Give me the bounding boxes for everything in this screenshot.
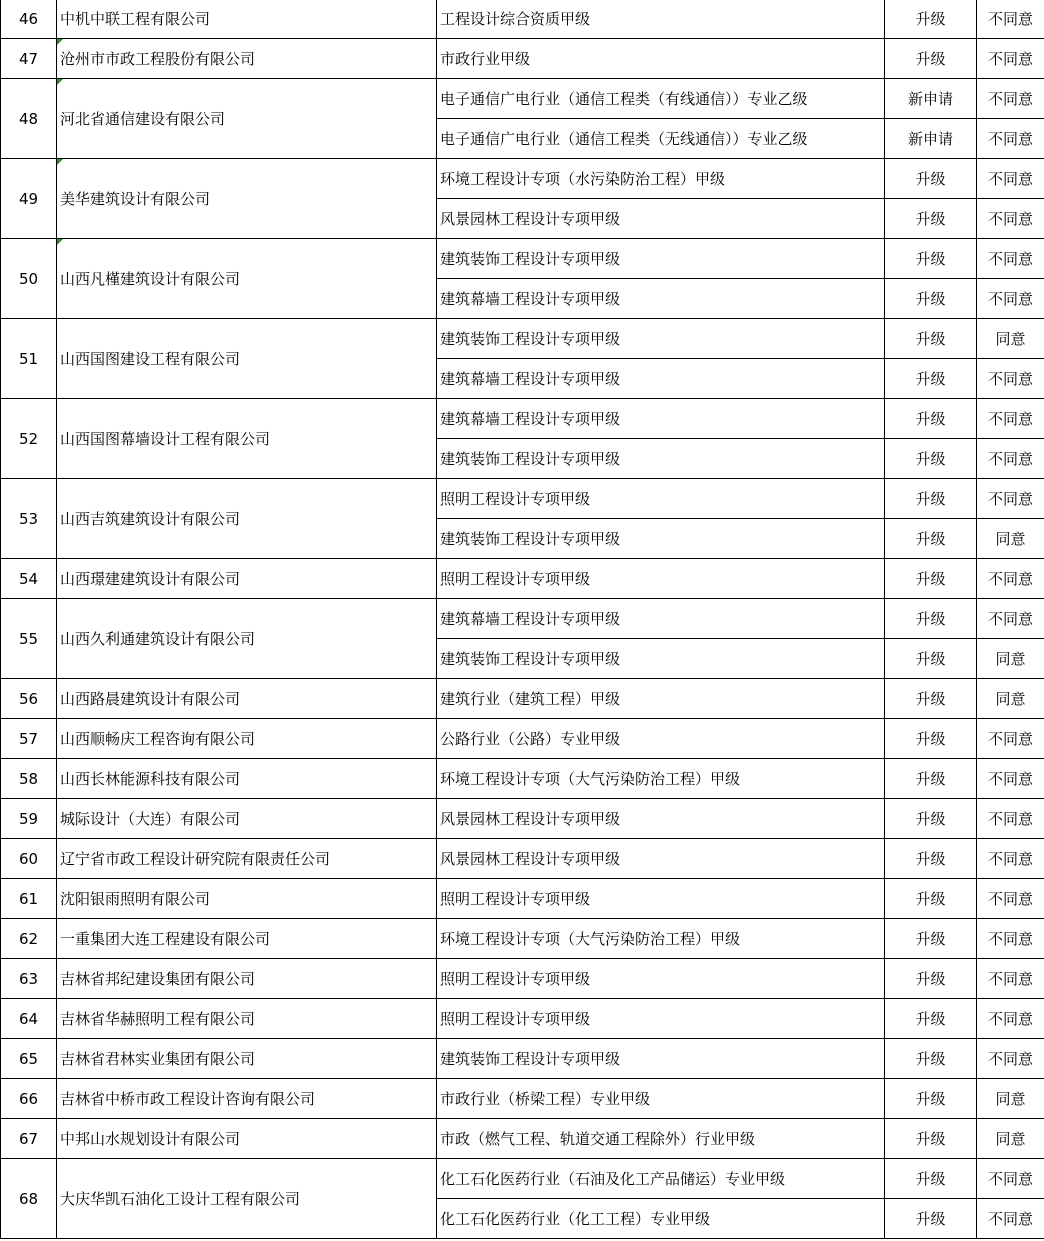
qualification-cell: 建筑装饰工程设计专项甲级 [437, 319, 885, 359]
cell-comment-marker-icon [57, 239, 63, 245]
application-type-cell: 升级 [885, 319, 977, 359]
review-result-cell: 不同意 [977, 959, 1044, 999]
row-number-cell: 48 [1, 79, 57, 159]
review-result-cell: 不同意 [977, 719, 1044, 759]
table-row [1, 919, 1044, 959]
qualification-cell: 市政行业（桥梁工程）专业甲级 [437, 1079, 885, 1119]
review-result-cell: 不同意 [977, 39, 1044, 79]
row-number-cell: 62 [1, 919, 57, 959]
qualification-cell: 照明工程设计专项甲级 [437, 999, 885, 1039]
application-type-cell: 升级 [885, 1119, 977, 1159]
qualification-cell: 风景园林工程设计专项甲级 [437, 799, 885, 839]
qualification-cell: 电子通信广电行业（通信工程类（有线通信））专业乙级 [437, 79, 885, 119]
qualification-cell: 建筑装饰工程设计专项甲级 [437, 1039, 885, 1079]
application-type-cell: 升级 [885, 999, 977, 1039]
row-number-cell: 55 [1, 599, 57, 679]
application-type-cell: 升级 [885, 199, 977, 239]
qualification-cell: 建筑幕墙工程设计专项甲级 [437, 399, 885, 439]
table-row [1, 839, 1044, 879]
row-number-cell: 52 [1, 399, 57, 479]
row-number-cell: 64 [1, 999, 57, 1039]
company-name-cell: 吉林省中桥市政工程设计咨询有限公司 [57, 1079, 437, 1119]
qualification-cell: 照明工程设计专项甲级 [437, 559, 885, 599]
qualification-cell: 建筑幕墙工程设计专项甲级 [437, 359, 885, 399]
review-result-cell: 同意 [977, 1079, 1044, 1119]
row-number-cell: 51 [1, 319, 57, 399]
table-row [1, 1079, 1044, 1119]
row-number-cell: 58 [1, 759, 57, 799]
company-name-cell: 沈阳银雨照明有限公司 [57, 879, 437, 919]
company-name-cell: 山西顺畅庆工程咨询有限公司 [57, 719, 437, 759]
row-number-cell: 68 [1, 1159, 57, 1239]
application-type-cell: 升级 [885, 1199, 977, 1239]
review-result-cell: 不同意 [977, 839, 1044, 879]
table-row [1, 1039, 1044, 1079]
table-row [1, 79, 1044, 119]
application-type-cell: 升级 [885, 759, 977, 799]
qualification-cell: 建筑装饰工程设计专项甲级 [437, 439, 885, 479]
qualification-cell: 建筑装饰工程设计专项甲级 [437, 519, 885, 559]
review-result-cell: 不同意 [977, 359, 1044, 399]
qualification-cell: 照明工程设计专项甲级 [437, 959, 885, 999]
review-result-cell: 同意 [977, 679, 1044, 719]
cell-comment-marker-icon [57, 79, 63, 85]
table-row [1, 0, 1044, 39]
qualification-cell: 照明工程设计专项甲级 [437, 479, 885, 519]
review-result-cell: 不同意 [977, 879, 1044, 919]
company-name-cell: 中机中联工程有限公司 [57, 0, 437, 39]
qualification-cell: 化工石化医药行业（化工工程）专业甲级 [437, 1199, 885, 1239]
qualification-cell: 环境工程设计专项（水污染防治工程）甲级 [437, 159, 885, 199]
company-name-cell: 辽宁省市政工程设计研究院有限责任公司 [57, 839, 437, 879]
qualification-cell: 化工石化医药行业（石油及化工产品储运）专业甲级 [437, 1159, 885, 1199]
table-row [1, 799, 1044, 839]
qualification-cell: 工程设计综合资质甲级 [437, 0, 885, 39]
table-row [1, 999, 1044, 1039]
application-type-cell: 升级 [885, 439, 977, 479]
row-number-cell: 66 [1, 1079, 57, 1119]
table-row [1, 559, 1044, 599]
qualification-cell: 环境工程设计专项（大气污染防治工程）甲级 [437, 759, 885, 799]
row-number-cell: 67 [1, 1119, 57, 1159]
company-name-cell: 吉林省邦纪建设集团有限公司 [57, 959, 437, 999]
company-name-cell: 山西久利通建筑设计有限公司 [57, 599, 437, 679]
application-type-cell: 升级 [885, 519, 977, 559]
qualification-cell: 市政行业甲级 [437, 39, 885, 79]
review-result-cell: 不同意 [977, 79, 1044, 119]
application-type-cell: 升级 [885, 639, 977, 679]
application-type-cell: 升级 [885, 1039, 977, 1079]
qualification-cell: 市政（燃气工程、轨道交通工程除外）行业甲级 [437, 1119, 885, 1159]
review-result-cell: 同意 [977, 1119, 1044, 1159]
application-type-cell: 升级 [885, 159, 977, 199]
qualification-cell: 建筑幕墙工程设计专项甲级 [437, 279, 885, 319]
company-name-cell: 城际设计（大连）有限公司 [57, 799, 437, 839]
row-number-cell: 65 [1, 1039, 57, 1079]
application-type-cell: 升级 [885, 879, 977, 919]
review-result-cell: 不同意 [977, 279, 1044, 319]
company-name-cell: 河北省通信建设有限公司 [57, 79, 437, 159]
row-number-cell: 56 [1, 679, 57, 719]
review-result-cell: 不同意 [977, 919, 1044, 959]
qualification-cell: 建筑幕墙工程设计专项甲级 [437, 599, 885, 639]
table-row [1, 599, 1044, 639]
qualification-cell: 环境工程设计专项（大气污染防治工程）甲级 [437, 919, 885, 959]
row-number-cell: 60 [1, 839, 57, 879]
application-type-cell: 新申请 [885, 79, 977, 119]
application-type-cell: 升级 [885, 959, 977, 999]
review-result-cell: 不同意 [977, 599, 1044, 639]
row-number-cell: 61 [1, 879, 57, 919]
review-result-cell: 不同意 [977, 399, 1044, 439]
qualification-cell: 建筑行业（建筑工程）甲级 [437, 679, 885, 719]
company-name-cell: 吉林省君林实业集团有限公司 [57, 1039, 437, 1079]
table-row [1, 759, 1044, 799]
application-type-cell: 升级 [885, 599, 977, 639]
review-result-cell: 同意 [977, 639, 1044, 679]
application-type-cell: 升级 [885, 679, 977, 719]
review-result-cell: 不同意 [977, 799, 1044, 839]
qualification-cell: 风景园林工程设计专项甲级 [437, 199, 885, 239]
review-result-cell: 不同意 [977, 999, 1044, 1039]
table-row [1, 319, 1044, 359]
company-name-cell: 山西凡槿建筑设计有限公司 [57, 239, 437, 319]
row-number-cell: 54 [1, 559, 57, 599]
application-type-cell: 升级 [885, 479, 977, 519]
qualification-cell: 建筑装饰工程设计专项甲级 [437, 239, 885, 279]
application-type-cell: 升级 [885, 279, 977, 319]
review-result-cell: 不同意 [977, 1199, 1044, 1239]
application-type-cell: 升级 [885, 0, 977, 39]
application-type-cell: 升级 [885, 559, 977, 599]
row-number-cell: 49 [1, 159, 57, 239]
table-row [1, 479, 1044, 519]
row-number-cell: 57 [1, 719, 57, 759]
review-result-cell: 不同意 [977, 479, 1044, 519]
application-type-cell: 升级 [885, 839, 977, 879]
review-result-cell: 不同意 [977, 239, 1044, 279]
row-number-cell: 59 [1, 799, 57, 839]
review-result-cell: 同意 [977, 519, 1044, 559]
qualification-cell: 公路行业（公路）专业甲级 [437, 719, 885, 759]
cell-comment-marker-icon [57, 159, 63, 165]
application-type-cell: 升级 [885, 39, 977, 79]
review-result-cell: 不同意 [977, 159, 1044, 199]
cell-comment-marker-icon [57, 39, 63, 45]
application-type-cell: 升级 [885, 719, 977, 759]
row-number-cell: 50 [1, 239, 57, 319]
company-name-cell: 山西璟建建筑设计有限公司 [57, 559, 437, 599]
row-number-cell: 63 [1, 959, 57, 999]
review-result-cell: 不同意 [977, 0, 1044, 39]
application-type-cell: 升级 [885, 399, 977, 439]
company-name-cell: 中邦山水规划设计有限公司 [57, 1119, 437, 1159]
qualification-cell: 建筑装饰工程设计专项甲级 [437, 639, 885, 679]
row-number-cell: 47 [1, 39, 57, 79]
application-type-cell: 升级 [885, 359, 977, 399]
table-row [1, 679, 1044, 719]
table-row [1, 959, 1044, 999]
application-type-cell: 升级 [885, 239, 977, 279]
company-name-cell: 大庆华凯石油化工设计工程有限公司 [57, 1159, 437, 1239]
qualification-cell: 风景园林工程设计专项甲级 [437, 839, 885, 879]
company-name-cell: 山西吉筑建筑设计有限公司 [57, 479, 437, 559]
row-number-cell: 46 [1, 0, 57, 39]
table-row [1, 159, 1044, 199]
table-row [1, 1159, 1044, 1199]
company-name-cell: 吉林省华赫照明工程有限公司 [57, 999, 437, 1039]
review-result-cell: 同意 [977, 319, 1044, 359]
table-row [1, 399, 1044, 439]
company-name-cell: 山西路晨建筑设计有限公司 [57, 679, 437, 719]
company-name-cell: 山西国图建设工程有限公司 [57, 319, 437, 399]
application-type-cell: 升级 [885, 799, 977, 839]
company-name-cell: 美华建筑设计有限公司 [57, 159, 437, 239]
review-result-cell: 不同意 [977, 1039, 1044, 1079]
application-type-cell: 升级 [885, 919, 977, 959]
review-result-cell: 不同意 [977, 439, 1044, 479]
qualification-cell: 电子通信广电行业（通信工程类（无线通信））专业乙级 [437, 119, 885, 159]
company-name-cell: 山西长林能源科技有限公司 [57, 759, 437, 799]
application-type-cell: 新申请 [885, 119, 977, 159]
application-type-cell: 升级 [885, 1079, 977, 1119]
table-row [1, 39, 1044, 79]
review-result-cell: 不同意 [977, 559, 1044, 599]
table-body [1, 0, 1044, 1239]
review-result-cell: 不同意 [977, 199, 1044, 239]
table-row [1, 719, 1044, 759]
review-result-cell: 不同意 [977, 119, 1044, 159]
qualification-cell: 照明工程设计专项甲级 [437, 879, 885, 919]
review-result-cell: 不同意 [977, 759, 1044, 799]
row-number-cell: 53 [1, 479, 57, 559]
application-type-cell: 升级 [885, 1159, 977, 1199]
company-name-cell: 山西国图幕墙设计工程有限公司 [57, 399, 437, 479]
table-row [1, 239, 1044, 279]
company-name-cell: 一重集团大连工程建设有限公司 [57, 919, 437, 959]
review-result-cell: 不同意 [977, 1159, 1044, 1199]
company-name-cell: 沧州市市政工程股份有限公司 [57, 39, 437, 79]
table-row [1, 1119, 1044, 1159]
table-row [1, 879, 1044, 919]
